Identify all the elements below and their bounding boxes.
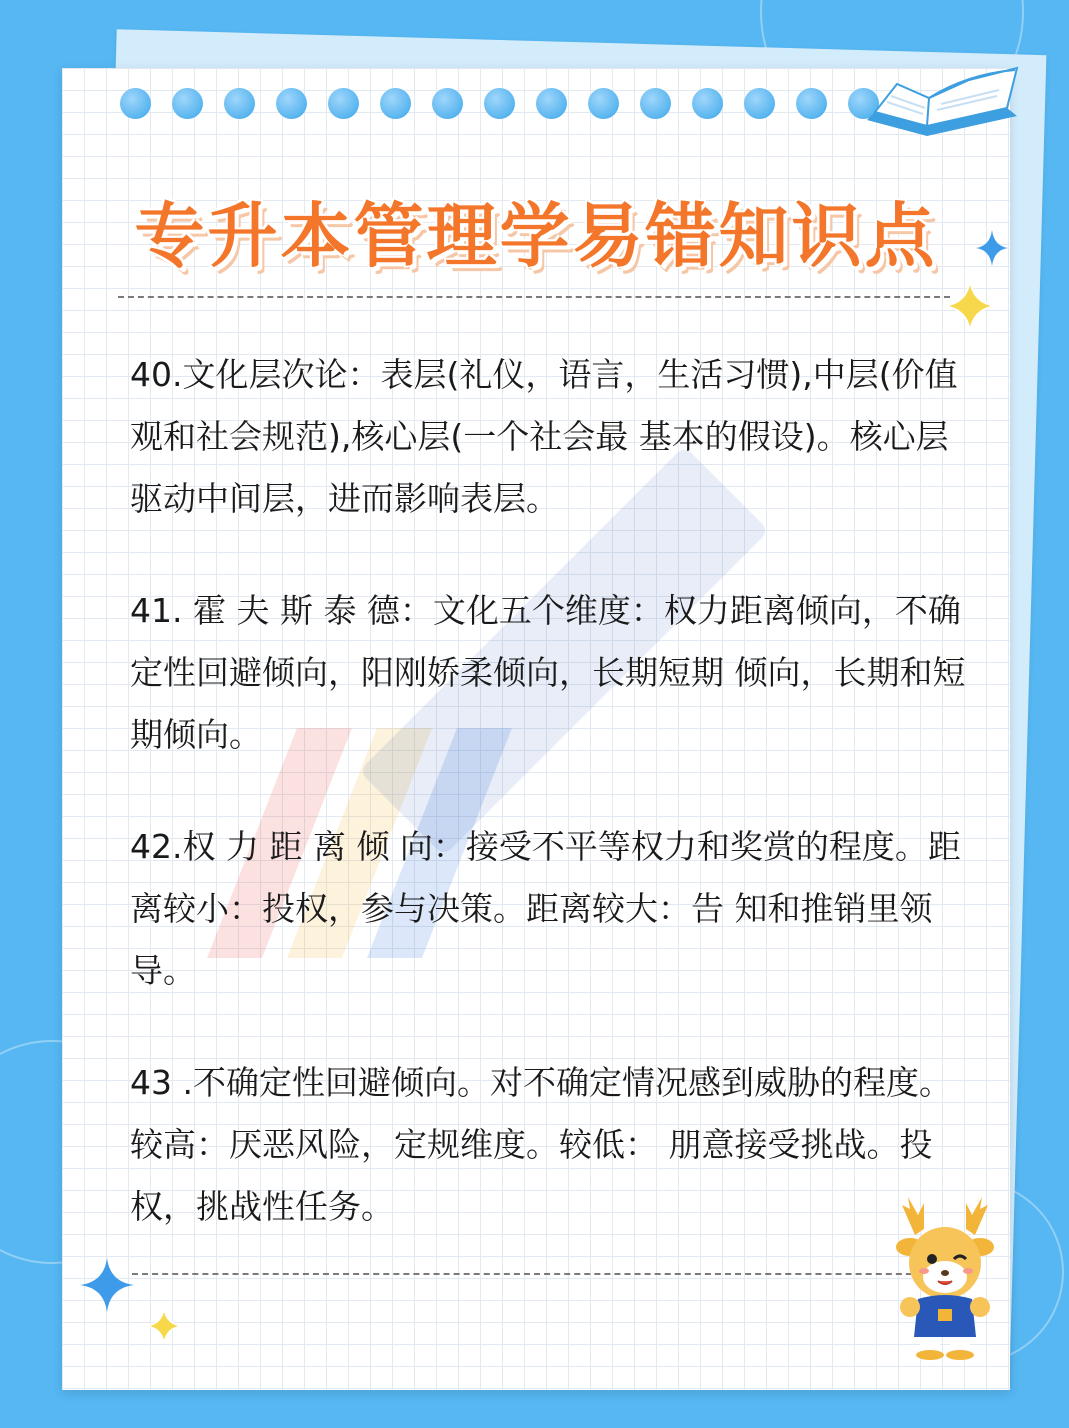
binder-hole (120, 88, 151, 119)
binder-hole (432, 88, 463, 119)
sparkle-star-icon (80, 1258, 134, 1312)
knowledge-point-40: 40.文化层次论：表层(礼仪，语言，生活习惯),中层(价值观和社会规范),核心层(一个社会最 基本的假设)。核心层驱动中间层，进而影响表层。 (130, 355, 958, 518)
page-title: 专升本管理学易错知识点 (134, 195, 938, 277)
open-book-icon (857, 58, 1027, 158)
deer-mascot-icon (880, 1195, 1010, 1360)
binder-hole (484, 88, 515, 119)
binder-hole (692, 88, 723, 119)
binder-hole (224, 88, 255, 119)
notebook-page (62, 68, 1010, 1390)
binder-hole (640, 88, 671, 119)
binder-hole (796, 88, 827, 119)
sparkle-star-icon (976, 230, 1008, 266)
binder-hole (380, 88, 411, 119)
binder-hole (172, 88, 203, 119)
binder-hole (588, 88, 619, 119)
binder-hole (744, 88, 775, 119)
sparkle-star-icon (944, 280, 996, 332)
top-divider (118, 296, 950, 298)
knowledge-point-43: 43 .不确定性回避倾向。对不确定情况感到威胁的程度。较高：厌恶风险，定规维度。较低： 朋意接受挑战。投权，挑战性任务。 (130, 1063, 952, 1226)
knowledge-points-list (130, 344, 970, 1288)
bottom-divider (132, 1273, 932, 1275)
binder-hole (276, 88, 307, 119)
binder-hole (328, 88, 359, 119)
knowledge-point-42: 42.权 力 距 离 倾 向：接受不平等权力和奖赏的程度。距离较小：投权，参与决策。距离较大：告 知和推销里领导。 (130, 827, 961, 990)
sparkle-star-icon (146, 1308, 182, 1344)
binder-holes (120, 88, 879, 119)
knowledge-point-41: 41. 霍 夫 斯 泰 德：文化五个维度：权力距离倾向，不确定性回避倾向，阳刚娇柔倾向，长期短期 倾向，长期和短期倾向。 (130, 591, 966, 754)
binder-hole (536, 88, 567, 119)
